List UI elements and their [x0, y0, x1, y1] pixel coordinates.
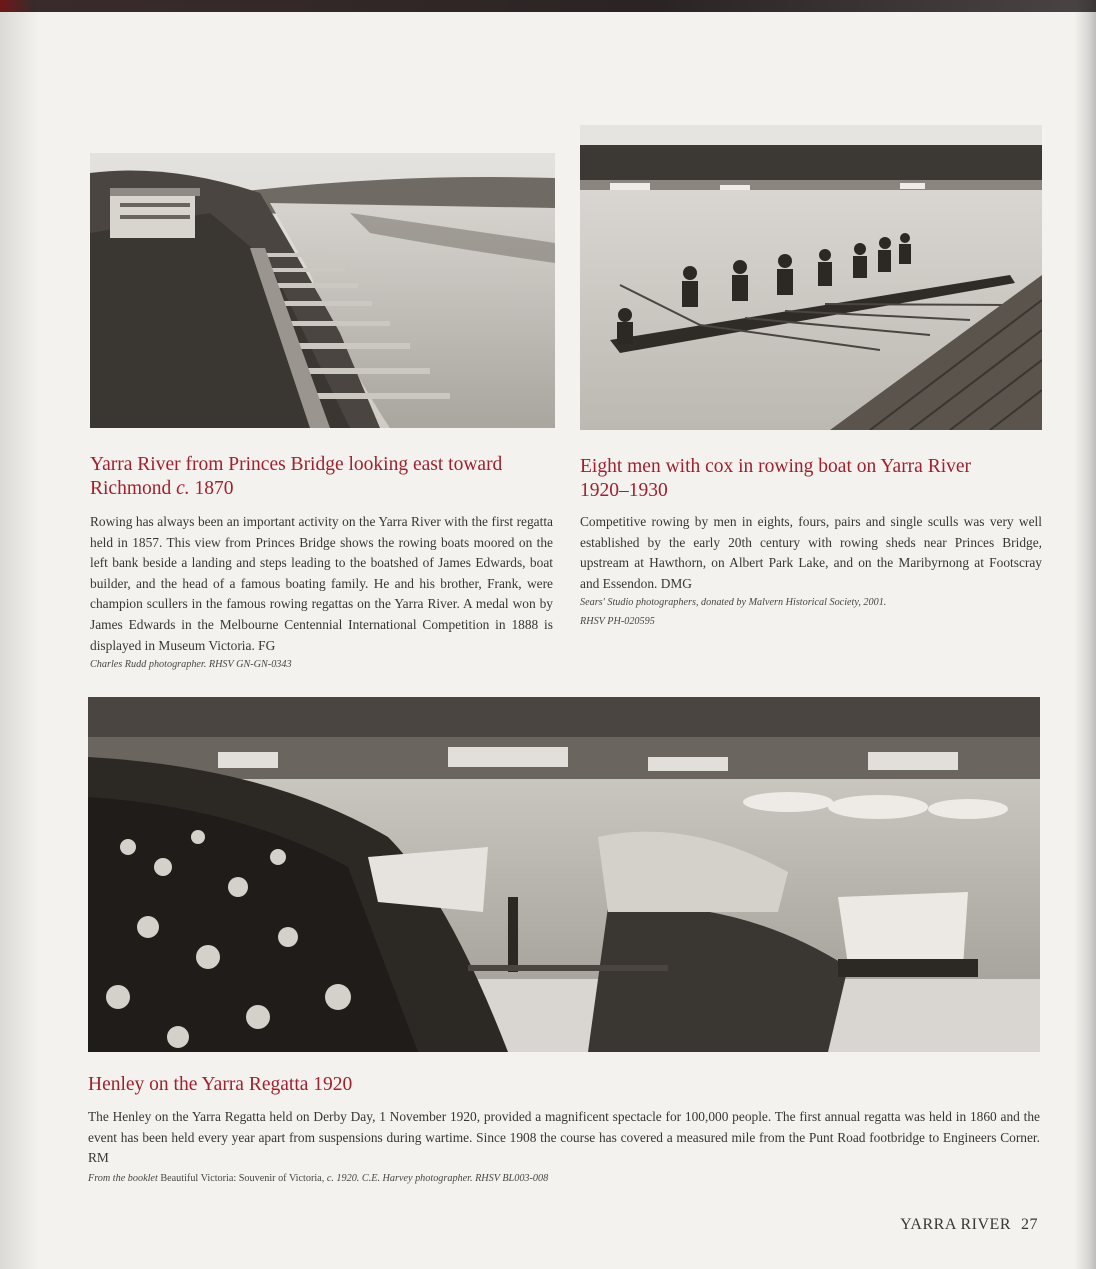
photo-regatta-art	[88, 697, 1040, 1052]
photo-regatta	[88, 697, 1040, 1052]
caption-title-line1: Yarra River from Princes Bridge looking east toward	[90, 454, 503, 475]
caption-title-year: 1870	[189, 478, 234, 499]
caption-title-regatta: Henley on the Yarra Regatta 1920	[88, 1074, 353, 1095]
credit-line1: Sears' Studio photographers, donated by Malvern Historical Society, 2001.	[580, 597, 887, 608]
caption-title-princes-bridge	[90, 453, 560, 501]
credit-book-title: Beautiful Victoria: Souvenir of Victoria	[160, 1173, 322, 1184]
caption-title-rowing-eight	[580, 455, 1050, 503]
body-regatta: The Henley on the Yarra Regatta held on Derby Day, 1 November 1920, provided a magnificent spectacle for 100,000 people. The first annual regatta was held in 1860 and the event has been held every year apart from suspensions during wartime. Since 1908 the course has covered a measured mile from the Punt Road footbridge to Engineers Corner. RM	[88, 1109, 1040, 1166]
credit-princes-bridge: Charles Rudd photographer. RHSV GN-GN-0343	[90, 659, 292, 670]
credit-regatta	[88, 1169, 1040, 1188]
credit-suffix: , c. 1920. C.E. Harvey photographer. RHSV BL003-008	[321, 1173, 549, 1184]
caption-title-line2-prefix: Richmond	[90, 478, 177, 499]
credit-line2: RHSV PH-020595	[580, 616, 655, 627]
caption-title-circa: c.	[176, 478, 190, 499]
footer-section-title: YARRA RIVER	[900, 1216, 1011, 1233]
page-top-edge	[0, 0, 1096, 12]
page-number: 27	[1021, 1216, 1038, 1233]
credit-rowing-eight	[580, 593, 1042, 631]
photo-princes-bridge	[90, 153, 555, 428]
photo-rowing-eight-art	[580, 125, 1042, 430]
body-rowing-eight: Competitive rowing by men in eights, fours, pairs and single sculls was very well established by the early 20th century with rowing sheds near Princes Bridge, upstream at Hawthorn, on Albert Park Lake, and on the Maribyrnong at Footscray and Essendon. DMG	[580, 514, 1042, 591]
caption-title-line2: 1920–1930	[580, 480, 668, 501]
body-princes-bridge: Rowing has always been an important activity on the Yarra River with the first regatta held in 1857. This view from Princes Bridge shows the rowing boats moored on the left bank beside a landing and steps leading to the boatshed of James Edwards, boat builder, and the head of a famous boating family. He and his brother, Frank, were champion scullers in the famous rowing regattas on the Yarra River. A medal won by James Edwards in the Melbourne Centennial International Competition in 1888 is displayed in Museum Victoria. FG	[90, 514, 553, 653]
photo-princes-bridge-art	[90, 153, 555, 428]
caption-title-line1: Eight men with cox in rowing boat on Yarra River	[580, 456, 972, 477]
page-gutter-shadow	[0, 0, 40, 1269]
page-footer	[900, 1216, 1038, 1234]
page-edge-shadow	[1074, 0, 1096, 1269]
photo-rowing-eight	[580, 125, 1042, 430]
credit-prefix: From the booklet	[88, 1173, 161, 1184]
